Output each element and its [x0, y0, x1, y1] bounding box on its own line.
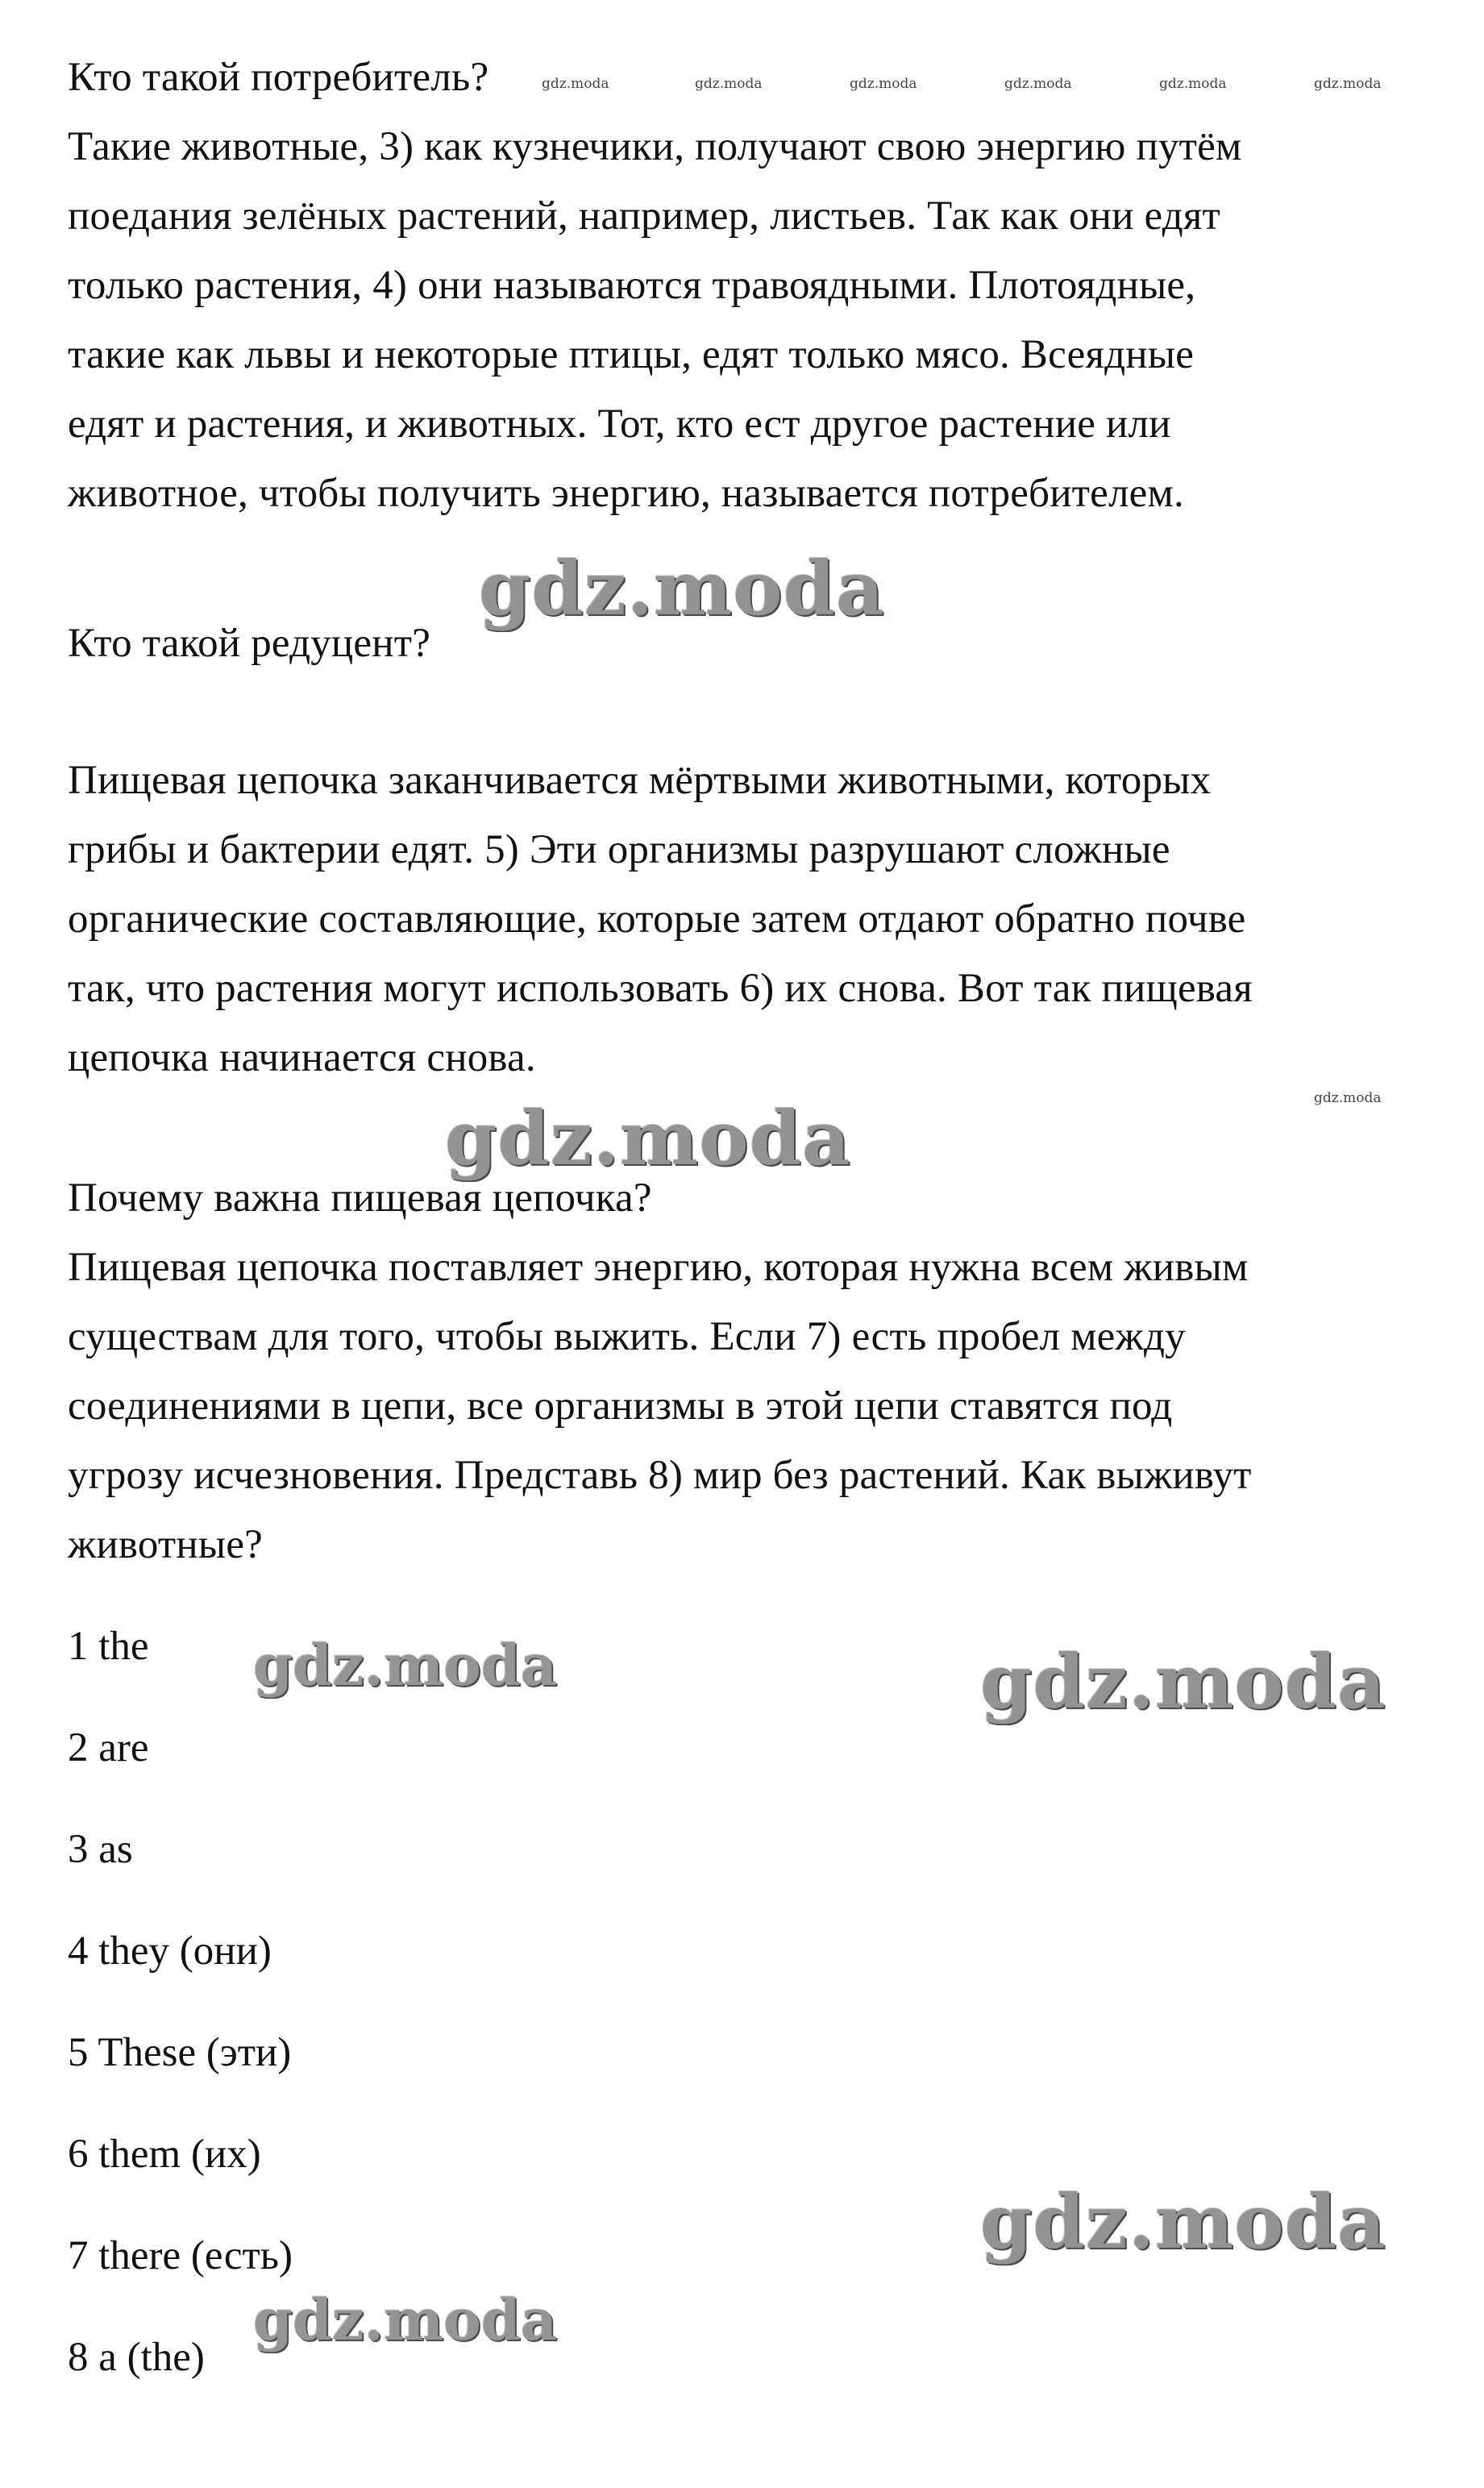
- paragraph-line: такие как львы и некоторые птицы, едят только мясо. Всеядные: [68, 332, 1195, 377]
- answer-item: 6 them (их): [68, 2132, 261, 2177]
- watermark-small: gdz.moda: [1314, 76, 1382, 92]
- heading-importance: Почему важна пищевая цепочка?: [68, 1175, 652, 1221]
- watermark-small: gdz.moda: [695, 76, 763, 92]
- paragraph-line: соединениями в цепи, все организмы в этой цепи ставятся под: [68, 1383, 1173, 1429]
- paragraph-line: Такие животные, 3) как кузнечики, получают свою энергию путём: [68, 124, 1242, 169]
- paragraph-line: существам для того, чтобы выжить. Если 7) есть пробел между: [68, 1314, 1186, 1359]
- watermark-small: gdz.moda: [542, 76, 609, 92]
- answer-item: 5 These (эти): [68, 2030, 292, 2075]
- paragraph-line: животные?: [68, 1522, 264, 1567]
- paragraph-line: поедания зелёных растений, например, листьев. Так как они едят: [68, 193, 1221, 239]
- paragraph-line: Пищевая цепочка заканчивается мёртвыми животными, которых: [68, 758, 1212, 803]
- watermark-medium: gdz.moda: [253, 1632, 558, 1699]
- heading-decomposer: Кто такой редуцент?: [68, 621, 431, 666]
- paragraph-line: едят и растения, и животных. Тот, кто ест другое растение или: [68, 401, 1171, 447]
- answer-item: 3 as: [68, 1827, 133, 1872]
- watermark-small: gdz.moda: [1314, 1090, 1382, 1106]
- paragraph-line: Пищевая цепочка поставляет энергию, которая нужна всем живым: [68, 1245, 1249, 1290]
- paragraph-line: только растения, 4) они называются травоядными. Плотоядные,: [68, 263, 1196, 308]
- watermark-large: gdz.moda: [980, 2178, 1386, 2265]
- paragraph-line: угрозу исчезновения. Представь 8) мир без растений. Как выживут: [68, 1453, 1252, 1498]
- watermark-large: gdz.moda: [445, 1095, 851, 1182]
- paragraph-line: так, что растения могут использовать 6) их снова. Вот так пищевая: [68, 966, 1253, 1011]
- heading-consumer: Кто такой потребитель?: [68, 55, 489, 100]
- watermark-small: gdz.moda: [1159, 76, 1227, 92]
- answer-item: 4 they (они): [68, 1928, 272, 1974]
- answer-item: 1 the: [68, 1624, 149, 1669]
- watermark-small: gdz.moda: [1004, 76, 1072, 92]
- paragraph-line: цепочка начинается снова.: [68, 1035, 536, 1080]
- watermark-large: gdz.moda: [980, 1638, 1386, 1725]
- answer-item: 8 a (the): [68, 2335, 205, 2380]
- watermark-small: gdz.moda: [850, 76, 917, 92]
- answer-item: 7 there (есть): [68, 2233, 293, 2278]
- answer-item: 2 are: [68, 1725, 149, 1770]
- paragraph-line: грибы и бактерии едят. 5) Эти организмы разрушают сложные: [68, 827, 1170, 872]
- watermark-large: gdz.moda: [479, 545, 885, 632]
- watermark-medium: gdz.moda: [253, 2286, 558, 2353]
- paragraph-line: органические составляющие, которые затем отдают обратно почве: [68, 897, 1246, 942]
- paragraph-line: животное, чтобы получить энергию, называется потребителем.: [68, 471, 1184, 516]
